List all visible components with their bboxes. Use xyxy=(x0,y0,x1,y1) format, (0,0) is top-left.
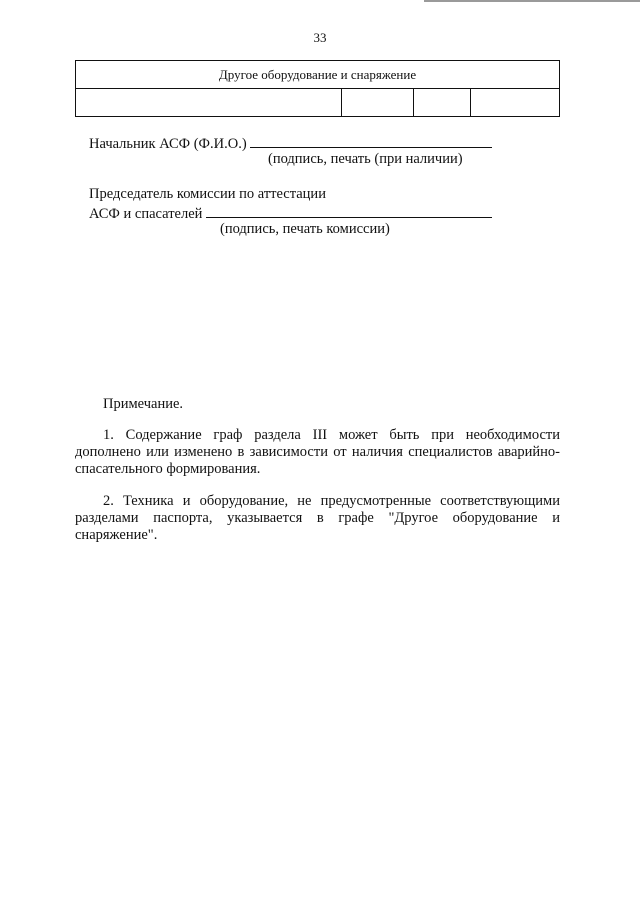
note-item-2: 2. Техника и оборудование, не предусмотренные соответствующими разделами паспорта, указывается в графе "Другое оборудование и снаряжение". xyxy=(75,493,560,543)
notes-title: Примечание. xyxy=(103,396,184,412)
page-number: 33 xyxy=(313,30,327,45)
equipment-table-title: Другое оборудование и снаряжение xyxy=(76,61,560,89)
equipment-table xyxy=(75,60,560,117)
chairman-label-line2: АСФ и спасателей xyxy=(89,206,203,222)
head-signature-caption: (подпись, печать (при наличии) xyxy=(268,151,463,167)
chairman-signature-line xyxy=(89,203,492,223)
head-signature-blank xyxy=(250,133,492,148)
chairman-label-line1: Председатель комиссии по аттестации xyxy=(89,186,326,202)
table-row xyxy=(76,89,560,117)
page-top-rule xyxy=(424,0,640,2)
equipment-table-header-row xyxy=(76,61,560,89)
table-cell xyxy=(76,89,342,117)
chairman-signature-blank xyxy=(206,203,492,218)
head-label: Начальник АСФ (Ф.И.О.) xyxy=(89,136,247,152)
note-item-1: 1. Содержание граф раздела III может быть при необходимости дополнено или изменено в зависимости от наличия специалистов аварийно-спасательного формирования. xyxy=(75,427,560,477)
table-cell xyxy=(342,89,414,117)
table-cell xyxy=(471,89,560,117)
head-signature-line xyxy=(89,133,492,153)
table-cell xyxy=(414,89,471,117)
chairman-signature-caption: (подпись, печать комиссии) xyxy=(220,221,390,237)
